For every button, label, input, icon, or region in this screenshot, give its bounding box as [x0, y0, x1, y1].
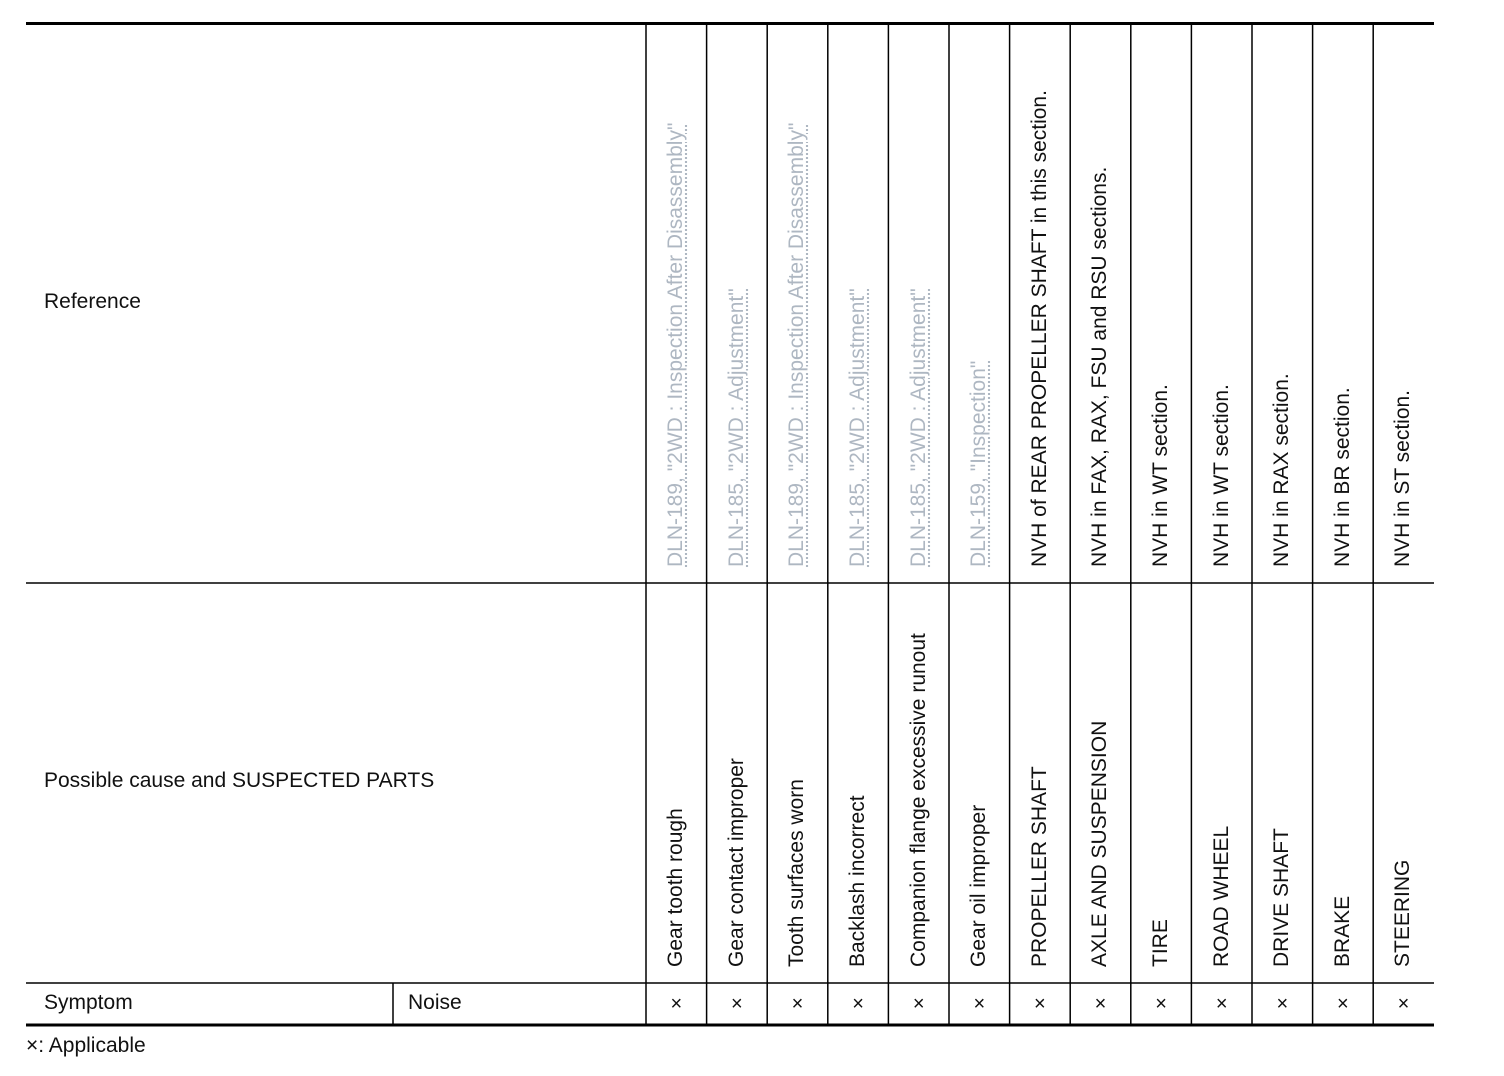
reference-text: NVH of REAR PROPELLER SHAFT in this section.	[1027, 90, 1051, 567]
reference-text: NVH in FAX, RAX, FSU and RSU sections.	[1088, 166, 1112, 567]
suspected-part-label: PROPELLER SHAFT	[1027, 766, 1051, 967]
suspected-part-label: TIRE	[1149, 919, 1173, 967]
suspected-part-label: AXLE AND SUSPENSION	[1088, 720, 1112, 967]
applicable-mark: ×	[731, 993, 743, 1015]
applicable-mark: ×	[1337, 993, 1349, 1015]
reference-text: NVH in ST section.	[1391, 389, 1415, 567]
reference-text: NVH in WT section.	[1209, 384, 1233, 567]
applicable-mark: ×	[1034, 993, 1046, 1015]
symptom-label: Symptom	[44, 991, 133, 1014]
reference-link[interactable]: DLN-185, "2WD : Adjustment"	[724, 288, 748, 567]
reference-text: NVH in RAX section.	[1270, 373, 1294, 567]
applicable-mark: ×	[1094, 993, 1107, 1015]
applicable-mark: ×	[852, 993, 864, 1015]
applicable-mark: ×	[791, 993, 804, 1015]
suspected-part-label: DRIVE SHAFT	[1270, 828, 1294, 967]
reference-link[interactable]: DLN-185, "2WD : Adjustment"	[906, 288, 930, 567]
suspected-part-label: ROAD WHEEL	[1209, 825, 1233, 967]
reference-text: NVH in BR section.	[1330, 387, 1354, 567]
reference-link[interactable]: DLN-189, "2WD : Inspection After Disassembly"	[785, 122, 809, 567]
applicable-mark: ×	[1155, 993, 1167, 1015]
suspected-part-label: Tooth surfaces worn	[785, 779, 809, 967]
reference-link[interactable]: DLN-185, "2WD : Adjustment"	[846, 288, 870, 567]
applicable-mark: ×	[912, 993, 925, 1015]
applicable-mark: ×	[1215, 993, 1228, 1015]
suspected-part-label: Gear contact improper	[724, 758, 748, 967]
parts-row-label: Possible cause and SUSPECTED PARTS	[44, 769, 435, 792]
applicable-mark: ×	[1276, 993, 1289, 1015]
suspected-part-label: STEERING	[1391, 859, 1415, 967]
suspected-part-label: Gear oil improper	[967, 804, 991, 967]
symptom-value: Noise	[408, 991, 462, 1014]
suspected-part-label: Gear tooth rough	[664, 808, 688, 967]
applicable-mark: ×	[670, 993, 683, 1015]
suspected-part-label: Backlash incorrect	[846, 795, 870, 967]
legend: ×: Applicable	[26, 1034, 146, 1057]
reference-text: NVH in WT section.	[1149, 384, 1173, 567]
suspected-part-label: Companion flange excessive runout	[906, 633, 930, 967]
reference-link[interactable]: DLN-159, "Inspection"	[967, 360, 991, 567]
suspected-part-label: BRAKE	[1330, 895, 1354, 967]
applicable-mark: ×	[1397, 993, 1410, 1015]
applicable-mark: ×	[973, 993, 986, 1015]
reference-link[interactable]: DLN-189, "2WD : Inspection After Disassembly"	[664, 122, 688, 567]
reference-row-label: Reference	[44, 290, 141, 313]
